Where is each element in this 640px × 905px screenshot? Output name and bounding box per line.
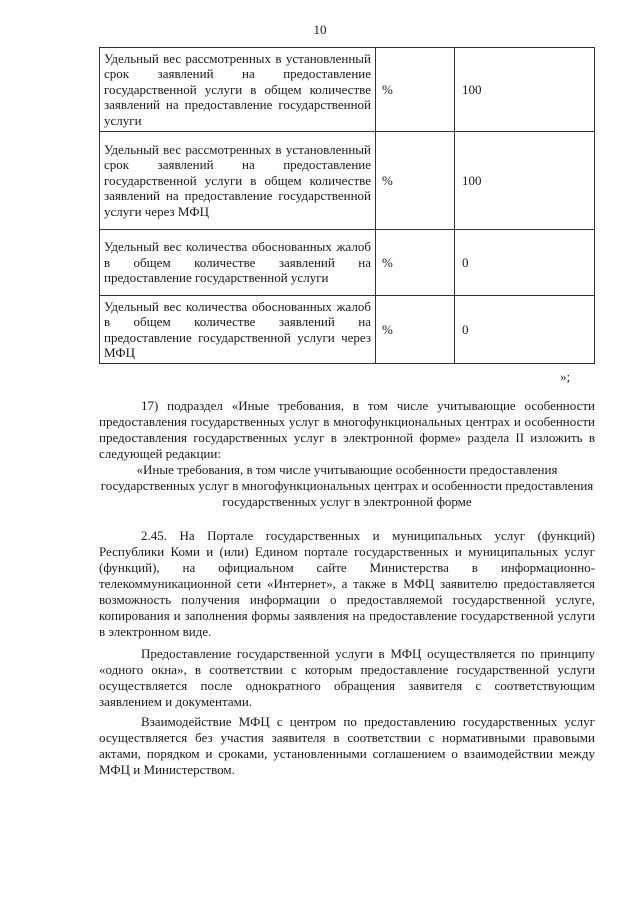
table-row [100,230,595,296]
paragraph-2-45-text: 2.45. На Портале государственных и муниципальных услуг (функций) Республики Коми и (или) Едином портале государственных и муниципальных услуг (функций), на официальном сайте Министерства в информационно-телекоммуникационной сети «Интернет», а также в МФЦ заявителю предоставляется возможность получения информации о предоставляемой государственной услуге, копирования и заполнения формы заявления на предоставление государственной услуги в электронном виде. [99,528,595,639]
paragraph-mfc-text: Предоставление государственной услуги в МФЦ осуществляется по принципу «одного окна», в соответствии с которым предоставление государственной услуги осуществляется после однократного обращения заявителя с соответствующим заявлением и документами. [99,646,595,709]
table-row [100,48,595,132]
subsection-heading-text: «Иные требования, в том числе учитывающие особенности предоставления государственных услуг в многофункциональных центрах и особенности предоставления государственных услуг в электронной форме [100,462,594,509]
paragraph-mfc [99,646,595,710]
indicator-unit: % [376,296,455,364]
table-row [100,132,595,230]
indicator-value: 100 [455,48,595,132]
paragraph-17 [99,398,595,462]
indicators-table [99,47,595,364]
indicator-unit: % [376,132,455,230]
subsection-heading [99,462,595,510]
indicator-description: Удельный вес рассмотренных в установленный срок заявлений на предоставление государственной услуги в общем количестве заявлений на предоставление государственной услуги через МФЦ [100,132,376,230]
indicator-unit: % [376,48,455,132]
paragraph-2-45 [99,528,595,640]
page-number: 10 [313,22,327,37]
table-closing-quote: »; [560,369,571,384]
paragraph-interaction-text: Взаимодействие МФЦ с центром по предоставлению государственных услуг осуществляется без участия заявителя в соответствии с нормативными правовыми актами, порядком и сроками, установленными соглашением о взаимодействии между МФЦ и Министерством. [99,714,595,777]
indicator-description: Удельный вес количества обоснованных жалоб в общем количестве заявлений на предоставление государственной услуги через МФЦ [100,296,376,364]
indicator-description: Удельный вес рассмотренных в установленный срок заявлений на предоставление государственной услуги в общем количестве заявлений на предоставление государственной услуги [100,48,376,132]
indicator-value: 0 [455,296,595,364]
indicator-unit: % [376,230,455,296]
paragraph-interaction [99,714,595,778]
indicator-value: 100 [455,132,595,230]
indicator-value: 0 [455,230,595,296]
indicator-description: Удельный вес количества обоснованных жалоб в общем количестве заявлений на предоставление государственной услуги [100,230,376,296]
table-row [100,296,595,364]
paragraph-17-text: 17) подраздел «Иные требования, в том числе учитывающие особенности предоставления государственных услуг в многофункциональных центрах и особенности предоставления государственных услуг в электронной форме» раздела II изложить в следующей редакции: [99,398,595,461]
